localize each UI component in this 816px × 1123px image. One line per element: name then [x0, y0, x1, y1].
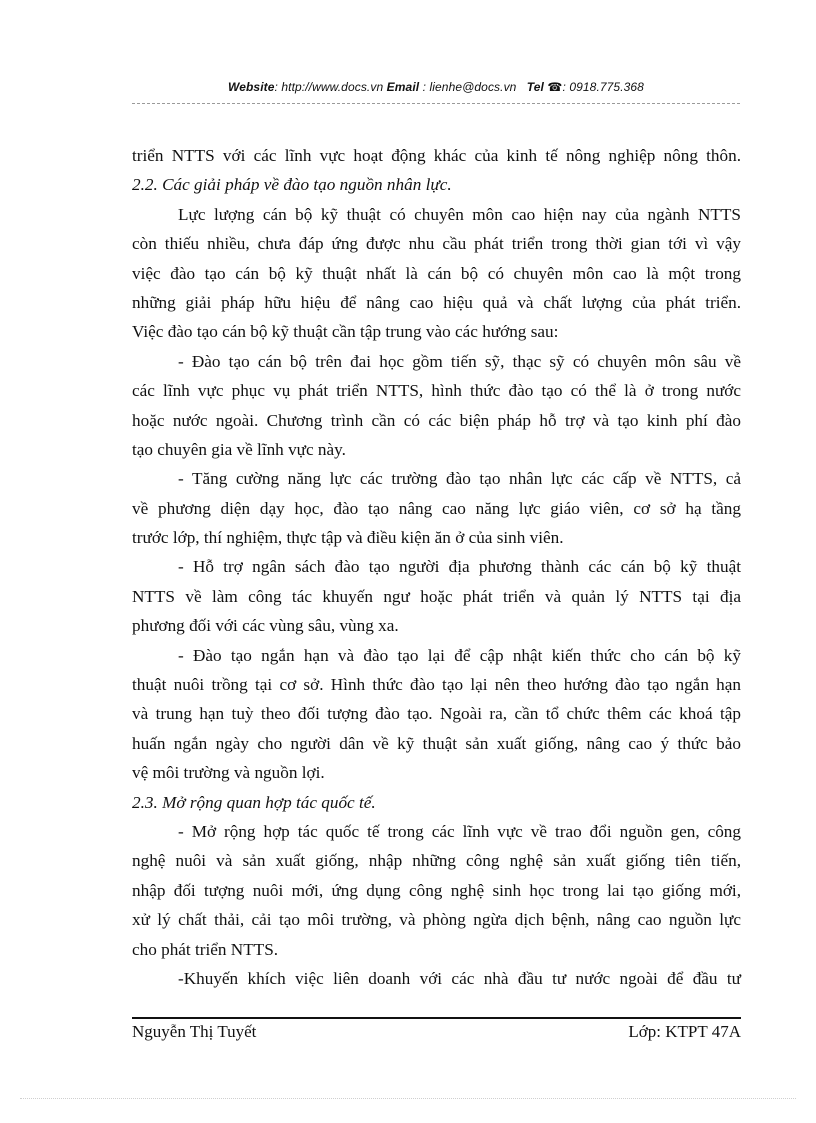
text-line: nghệ nuôi và sản xuất giống, nhập những công nghệ sản xuất giống tiên tiến,	[132, 851, 741, 871]
email-value: : lienhe@docs.vn	[422, 80, 517, 94]
text-line: - Hỗ trợ ngân sách đào tạo người địa phương thành các cán bộ kỹ thuật	[178, 557, 741, 577]
header-divider	[132, 103, 740, 104]
text-line: các lĩnh vực phục vụ phát triển NTTS, hình thức đào tạo có thể là ở trong nước	[132, 381, 741, 401]
page-header	[132, 80, 740, 94]
section-heading-2-2: 2.2. Các giải pháp về đào tạo nguồn nhân lực.	[132, 175, 452, 195]
text-line: tạo chuyên gia về lĩnh vực này.	[132, 439, 346, 459]
text-line: nhập đối tượng nuôi mới, ứng dụng công nghệ sinh học trong lai tạo giống mới,	[132, 880, 741, 900]
text-line: hoặc nước ngoài. Chương trình cần có các biện pháp hỗ trợ và tạo kinh phí đào	[132, 410, 741, 430]
text-line: cho phát triển NTTS.	[132, 939, 279, 959]
website-label: Website	[228, 80, 275, 94]
text-line: việc đào tạo cán bộ kỹ thuật nhất là cán bộ có chuyên môn cao là một trong	[132, 263, 741, 283]
text-line: thuật nuôi trồng tại cơ sở. Hình thức đào tạo lại nên theo hướng đào tạo ngắn hạn	[132, 675, 741, 695]
text-line: Việc đào tạo cán bộ kỹ thuật cần tập trung vào các hướng sau:	[132, 322, 559, 342]
footer-author: Nguyễn Thị Tuyết	[132, 1022, 257, 1041]
text-line: - Đào tạo cán bộ trên đai học gồm tiến sỹ, thạc sỹ có chuyên môn sâu về	[178, 351, 741, 371]
footer-divider	[132, 1017, 741, 1019]
page-bottom-divider	[20, 1098, 796, 1099]
section-heading-2-3: 2.3. Mở rộng quan hợp tác quốc tế.	[132, 792, 376, 812]
email-label: Email	[386, 80, 420, 94]
text-line: triển NTTS với các lĩnh vực hoạt động khác của kinh tế nông nghiệp nông thôn.	[132, 146, 741, 165]
website-value: : http://www.docs.vn	[274, 80, 384, 94]
text-line: - Mở rộng hợp tác quốc tế trong các lĩnh vực về trao đổi nguồn gen, công	[178, 821, 741, 841]
text-line: về phương diện dạy học, đào tạo nâng cao năng lực giáo viên, cơ sở hạ tầng	[132, 498, 741, 518]
text-line: phương đối với các vùng sâu, vùng xa.	[132, 616, 399, 636]
body-text	[132, 141, 741, 993]
telephone-icon: ☎	[547, 80, 563, 94]
tel-value: : 0918.775.368	[562, 80, 644, 94]
tel-label: Tel	[526, 80, 544, 94]
text-line: và trung hạn tuỳ theo đối tượng đào tạo. Ngoài ra, cần tổ chức thêm các khoá tập	[132, 704, 741, 724]
text-line: - Tăng cường năng lực các trường đào tạo nhân lực các cấp về NTTS, cả	[178, 469, 741, 489]
footer-class: Lớp: KTPT 47A	[628, 1022, 741, 1041]
text-line: xử lý chất thải, cải tạo môi trường, và phòng ngừa dịch bệnh, nâng cao nguồn lực	[132, 910, 741, 930]
text-line: -Khuyến khích việc liên doanh với các nhà đầu tư nước ngoài để đầu tư	[178, 968, 741, 988]
text-line: còn thiếu nhiều, chưa đáp ứng được nhu cầu phát triển trong thời gian tới vì vậy	[132, 234, 741, 254]
text-line: Lực lượng cán bộ kỹ thuật có chuyên môn cao hiện nay của ngành NTTS	[178, 204, 741, 224]
text-line: - Đào tạo ngắn hạn và đào tạo lại để cập nhật kiến thức cho cán bộ kỹ	[178, 645, 741, 665]
text-line: trước lớp, thí nghiệm, thực tập và điều kiện ăn ở của sinh viên.	[132, 528, 564, 548]
text-line: những giải pháp hữu hiệu để nâng cao hiệu quả và chất lượng của phát triển.	[132, 292, 741, 312]
text-line: NTTS về làm công tác khuyến ngư hoặc phát triển và quản lý NTTS tại địa	[132, 586, 741, 606]
text-line: huấn ngắn ngày cho người dân về kỹ thuật sản xuất giống, nâng cao ý thức bảo	[132, 733, 741, 753]
text-line: vệ môi trường và nguồn lợi.	[132, 763, 325, 783]
